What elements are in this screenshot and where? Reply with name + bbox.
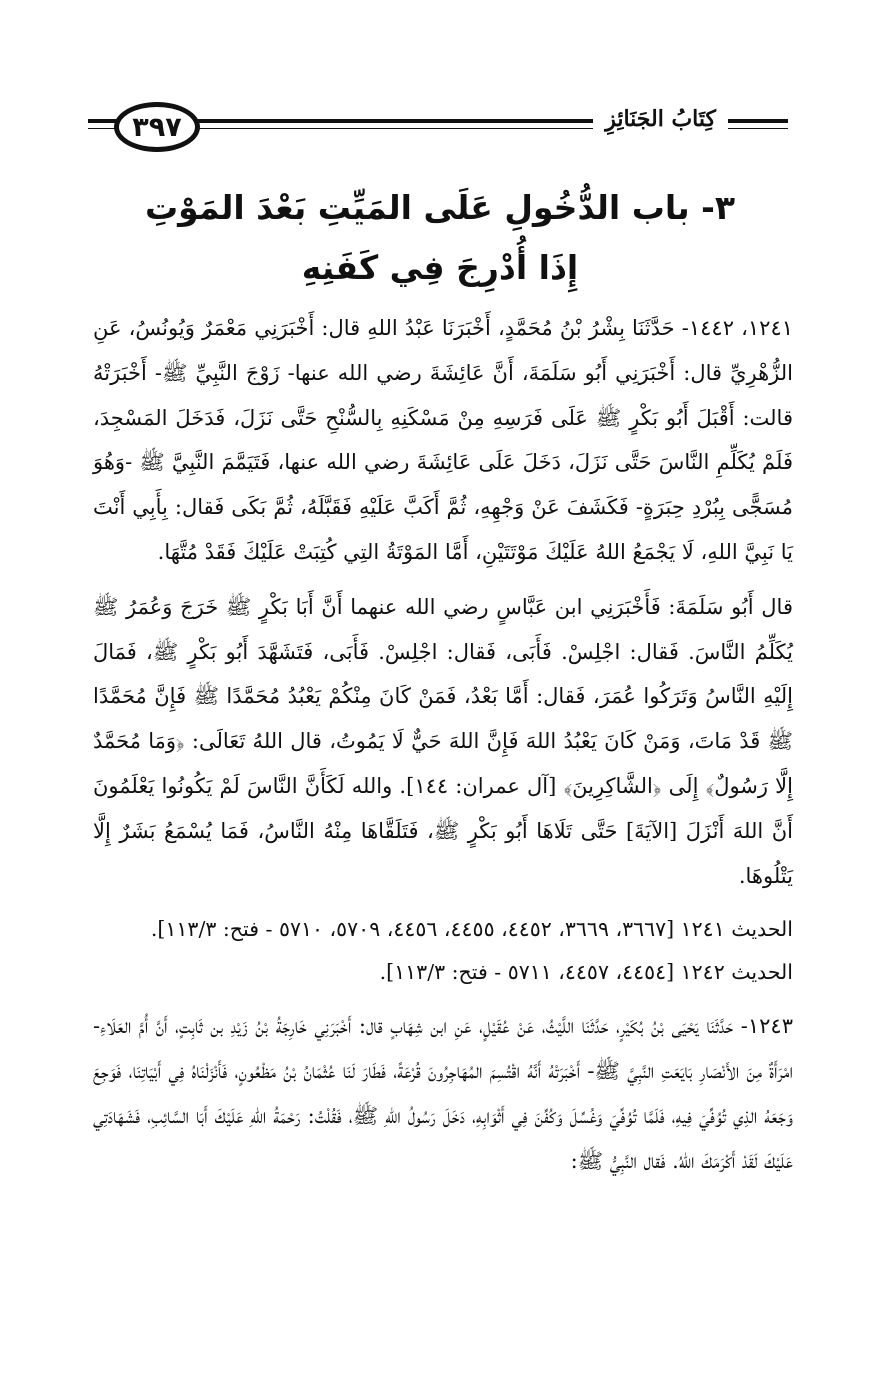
hadith-paragraph-1243: ١٢٤٣- حَدَّثَنَا يَحْيَى بْنُ بُكَيْرٍ، حَدَّثَنَا اللَّيْثُ، عَنْ عُقَيْلٍ، عَنِ ابن شِهَابٍ قال: أَخْبَرَنِي خَارِجَةُ بْنُ زَيْدِ بن ثَابِتٍ، أَنَّ أُمَّ العَلَاءِ- امْرَأَةٌ مِنَ الأَنْصَارِ بَايَعَتِ النَّبِيَّ ﷺ- أَخْبَرَتْهُ أَنَّهُ اقْتُسِمَ المُهَاجِرُونَ قُرْعَةً، فَطَارَ لَنَا عُثْمَانُ بْنُ مَظْعُونٍ، فَأَنْزَلْنَاهُ فِي أَبْيَاتِنَا، فَوَجِعَ وَجَعَهُ الذِي تُوُفِّيَ فِيهِ، فَلَمَّا تُوُفِّيَ وَغُسِّلَ وَكُفِّنَ فِي أَثْوَابِهِ، دَخَلَ رَسُولُ اللهِ ﷺ، فَقُلْتُ: رَحْمَةُ اللهِ عَلَيْكَ أَبَا السَّائِبِ، فَشَهَادَتِي عَلَيْكَ لَقَدْ أَكْرَمَكَ اللهُ. فَقال النَّبِيُّ ﷺ:	[93, 1014, 793, 1173]
main-text	[93, 306, 793, 1184]
hadith-paragraph-abu-salama: قال أَبُو سَلَمَةَ: فَأَخْبَرَنِي ابن عَبَّاسٍ رضي الله عنهما أَنَّ أَبَا بَكْرٍ ﷺ خَرَجَ وَعُمَرُ ﷺ يُكَلِّمُ النَّاسَ. فَقال: اجْلِسْ. فَأَبَى، فَقال: اجْلِسْ. فَأَبَى، فَتَشَهَّدَ أَبُو بَكْرٍ ﷺ، فَمَالَ إِلَيْهِ النَّاسُ وَتَرَكُوا عُمَرَ، فَقال: أَمَّا بَعْدُ، فَمَنْ كَانَ مِنْكُمْ يَعْبُدُ مُحَمَّدًا ﷺ فَإِنَّ مُحَمَّدًا ﷺ قَدْ مَاتَ، وَمَنْ كَانَ يَعْبُدُ اللهَ فَإِنَّ اللهَ حَيٌّ لَا يَمُوتُ، قال اللهُ تَعَالَى: ﴿وَمَا مُحَمَّدٌ إِلَّا رَسُولٌ﴾ إِلَى ﴿الشَّاكِرِينَ﴾ [آل عمران: ١٤٤]. والله لَكَأَنَّ النَّاسَ لَمْ يَكُونُوا يَعْلَمُونَ أَنَّ اللهَ أَنْزَلَ [الآيَةَ] حَتَّى تَلَاهَا أَبُو بَكْرٍ ﷺ، فَتَلَقَّاهَا مِنْهُ النَّاسُ، فَمَا يُسْمَعُ بَشَرٌ إِلَّا يَتْلُوهَا.	[93, 594, 793, 888]
reference-note-1241: الحديث ١٢٤١ [٣٦٦٧، ٣٦٦٩، ٤٤٥٢، ٤٤٥٥، ٤٤٥٦، ٥٧٠٩، ٥٧١٠ - فتح: ١١٣/٣].	[150, 917, 793, 942]
page-number: ٣٩٧	[132, 111, 182, 143]
page-number-badge	[114, 102, 200, 152]
hadith-paragraph-1241: ١٢٤١، ١٤٤٢- حَدَّثَنَا بِشْرُ بْنُ مُحَمَّدٍ، أَخْبَرَنَا عَبْدُ اللهِ قال: أَخْبَرَنِي مَعْمَرٌ وَيُونُسُ، عَنِ الزُّهْرِيِّ قال: أَخْبَرَنِي أَبُو سَلَمَةَ، أَنَّ عَائِشَةَ رضي الله عنها- زَوْجَ النَّبِيِّ ﷺ- أَخْبَرَتْهُ قالت: أَقْبَلَ أَبُو بَكْرٍ ﷺ عَلَى فَرَسِهِ مِنْ مَسْكَنِهِ بِالسُّنْحِ حَتَّى نَزَلَ، فَدَخَلَ المَسْجِدَ، فَلَمْ يُكَلِّمِ النَّاسَ حَتَّى نَزَلَ، دَخَلَ عَلَى عَائِشَةَ رضي الله عنها، فَتَيَمَّمَ النَّبِيَّ ﷺ -وَهُوَ مُسَجًّى بِبُرْدِ حِبَرَةٍ- فَكَشَفَ عَنْ وَجْهِهِ، ثُمَّ أَكَبَّ عَلَيْهِ فَقَبَّلَهُ، ثُمَّ بَكَى فَقال: بِأَبِي أَنْتَ يَا نَبِيَّ اللهِ، لَا يَجْمَعُ اللهُ عَلَيْكَ مَوْتَتَيْنِ، أَمَّا المَوْتَةُ التِي كُتِبَتْ عَلَيْكَ فَقَدْ مُتَّهَا.	[93, 316, 794, 564]
page-header	[88, 100, 788, 160]
chapter-title-line-1: ٣- باب الدُّخُولِ عَلَى المَيِّتِ بَعْدَ المَوْتِ	[145, 188, 735, 227]
running-title: كِتَابُ الجَنَائِزِ	[593, 106, 728, 132]
reference-note-1242: الحديث ١٢٤٢ [٤٤٥٤، ٤٤٥٧، ٥٧١١ - فتح: ١١٣/٣].	[379, 960, 793, 985]
chapter-title-line-2: إِذَا أُدْرِجَ فِي كَفَنِهِ	[301, 248, 579, 287]
